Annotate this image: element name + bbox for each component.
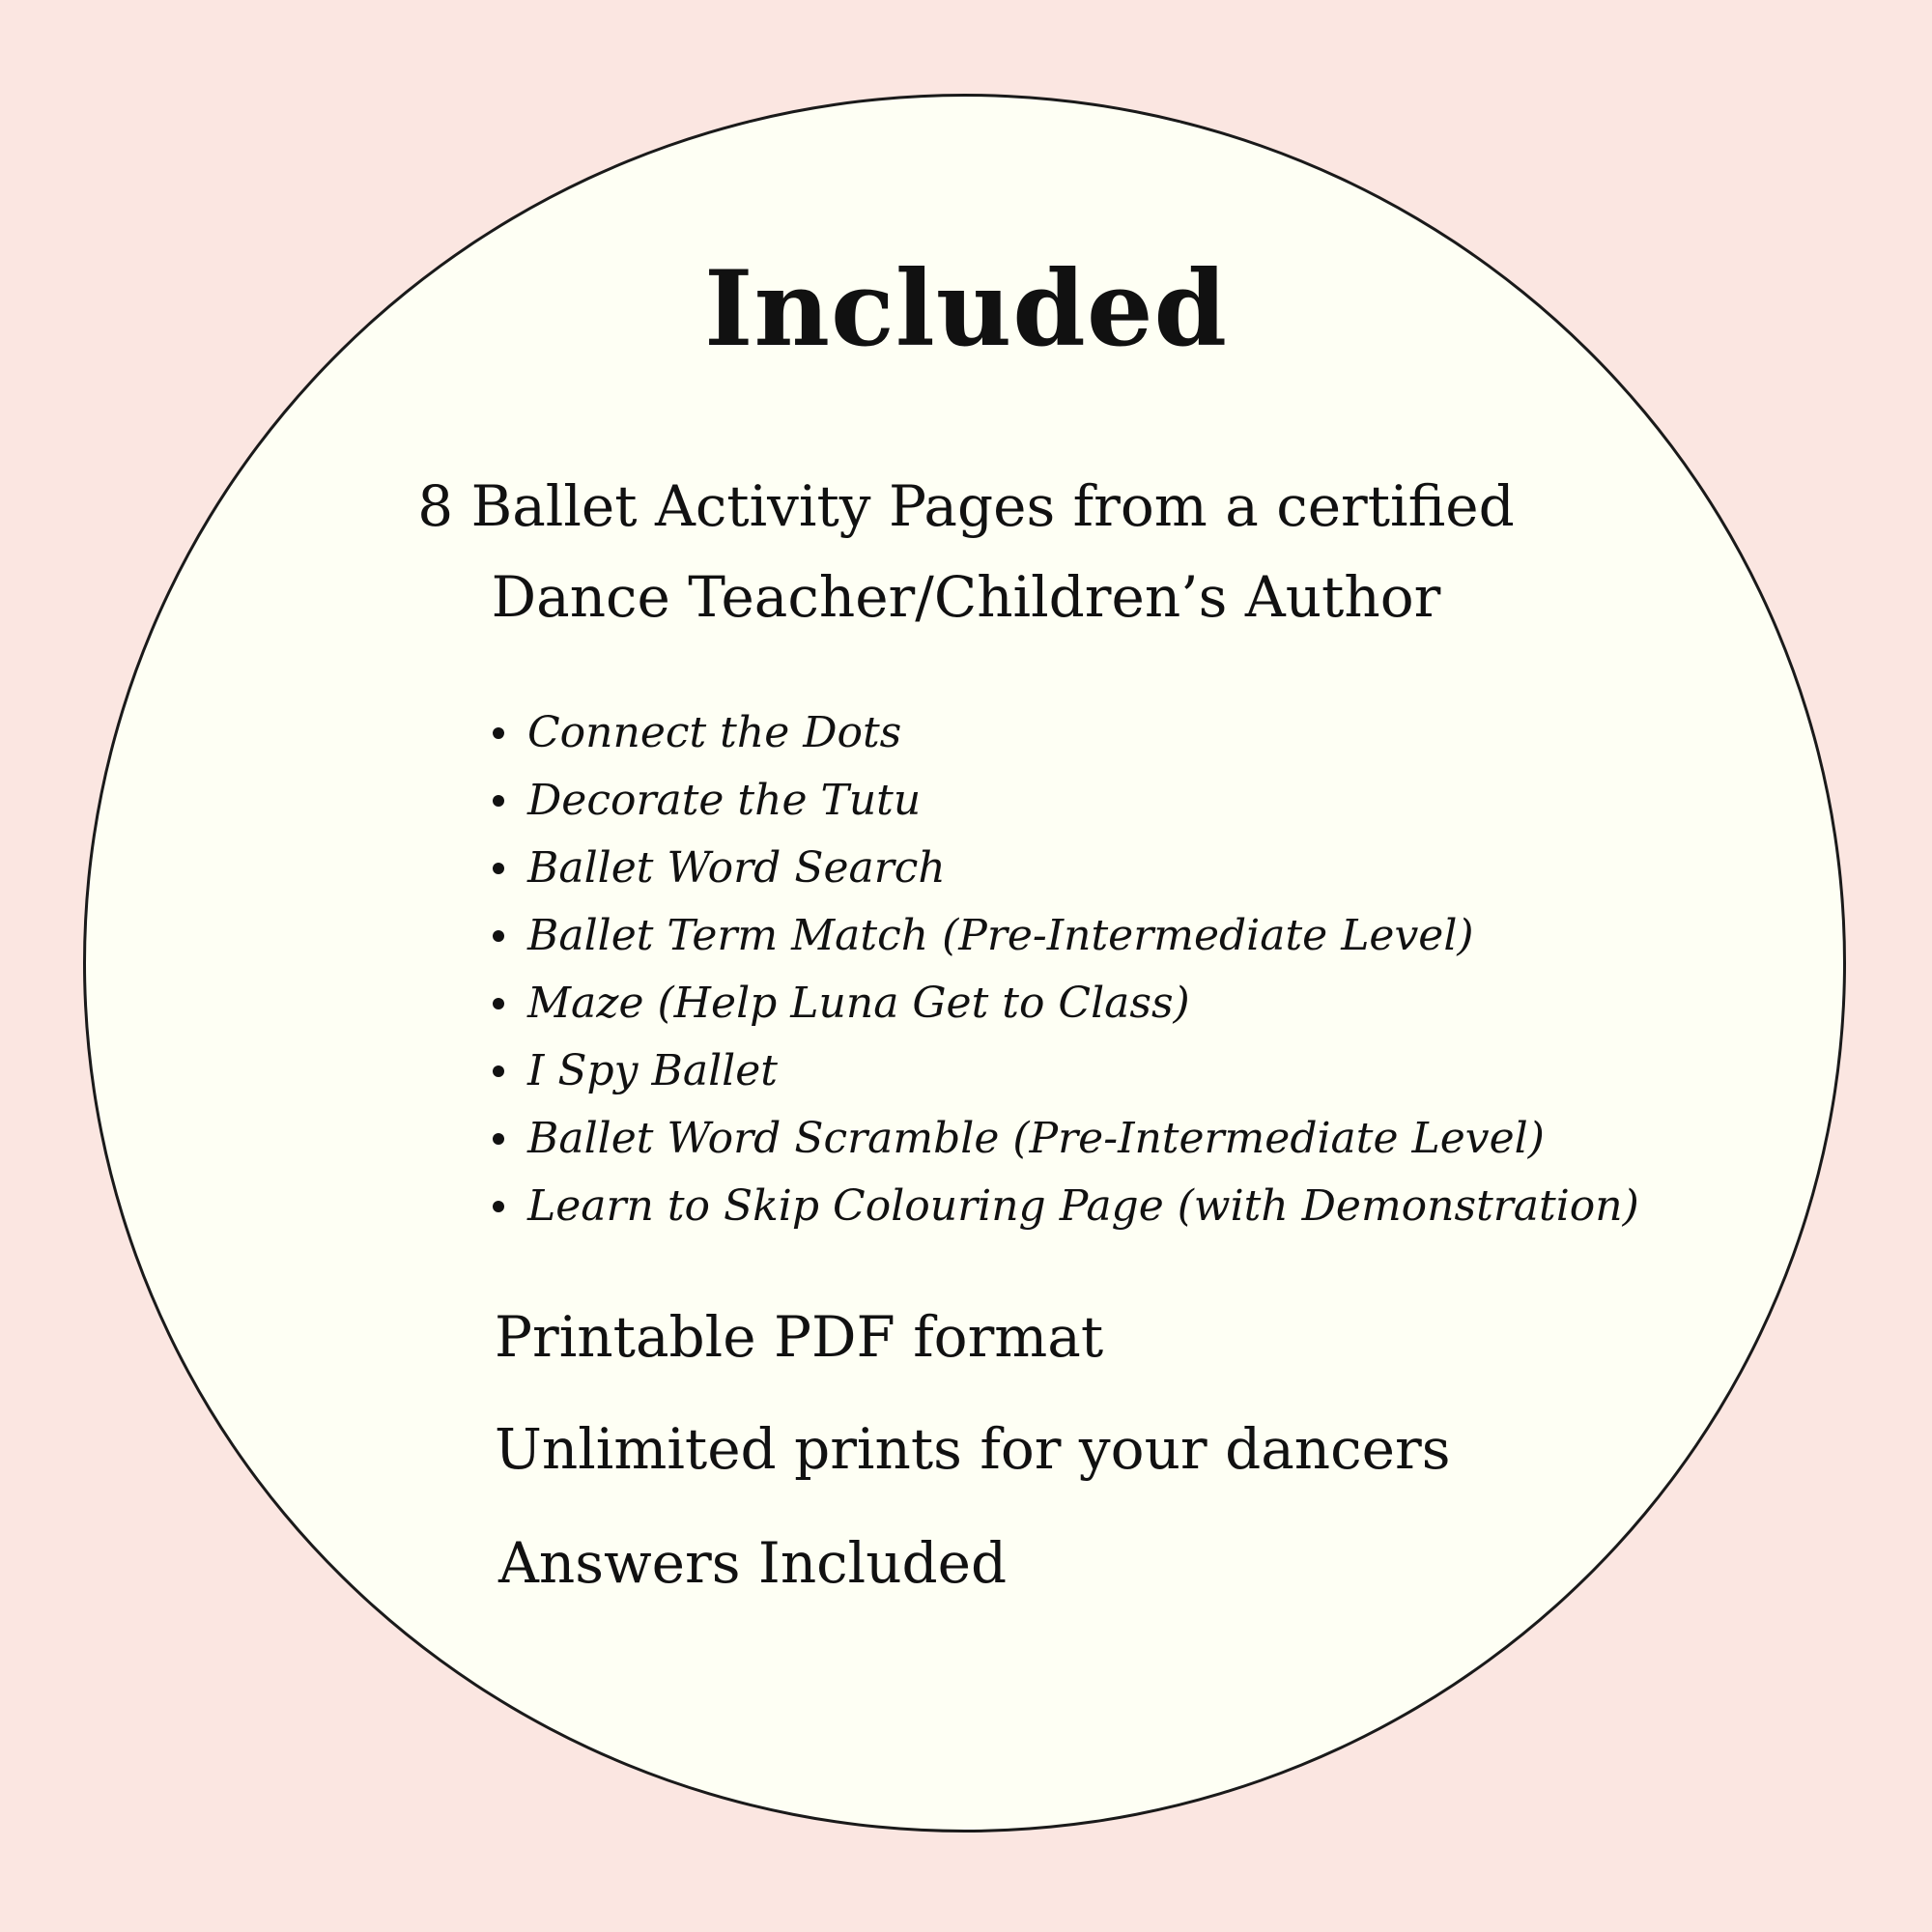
list-item <box>493 767 1639 835</box>
list-item <box>493 699 1639 767</box>
activity-label: Learn to Skip Colouring Page (with Demonstration) <box>527 1181 1639 1231</box>
list-item <box>493 970 1639 1037</box>
feature-prints: Unlimited prints for your dancers <box>495 1416 1451 1482</box>
feature-format: Printable PDF format <box>495 1304 1104 1370</box>
page-title: Included <box>703 248 1229 370</box>
bullet-icon <box>493 727 504 739</box>
activity-label: Ballet Word Scramble (Pre-Intermediate Level) <box>527 1114 1545 1163</box>
bullet-icon <box>493 795 504 807</box>
activity-label: Ballet Word Search <box>527 843 946 893</box>
list-item <box>493 1173 1639 1240</box>
bullet-icon <box>493 863 504 874</box>
feature-answers: Answers Included <box>498 1530 1008 1596</box>
list-item <box>493 835 1639 902</box>
bullet-icon <box>493 1201 504 1212</box>
activity-label: I Spy Ballet <box>527 1046 778 1095</box>
subtitle-line-2: Dance Teacher/Children’s Author <box>491 564 1441 630</box>
list-item <box>493 1105 1639 1173</box>
bullet-icon <box>493 1133 504 1145</box>
activity-label: Maze (Help Luna Get to Class) <box>527 979 1190 1028</box>
activity-label: Decorate the Tutu <box>527 776 922 825</box>
activity-list <box>493 699 1639 1240</box>
subtitle-line-1: 8 Ballet Activity Pages from a certified <box>417 473 1515 539</box>
activity-label: Connect the Dots <box>527 708 902 757</box>
list-item <box>493 902 1639 970</box>
bullet-icon <box>493 1065 504 1077</box>
list-item <box>493 1037 1639 1105</box>
activity-label: Ballet Term Match (Pre-Intermediate Level) <box>527 911 1474 960</box>
bullet-icon <box>493 930 504 942</box>
bullet-icon <box>493 998 504 1009</box>
